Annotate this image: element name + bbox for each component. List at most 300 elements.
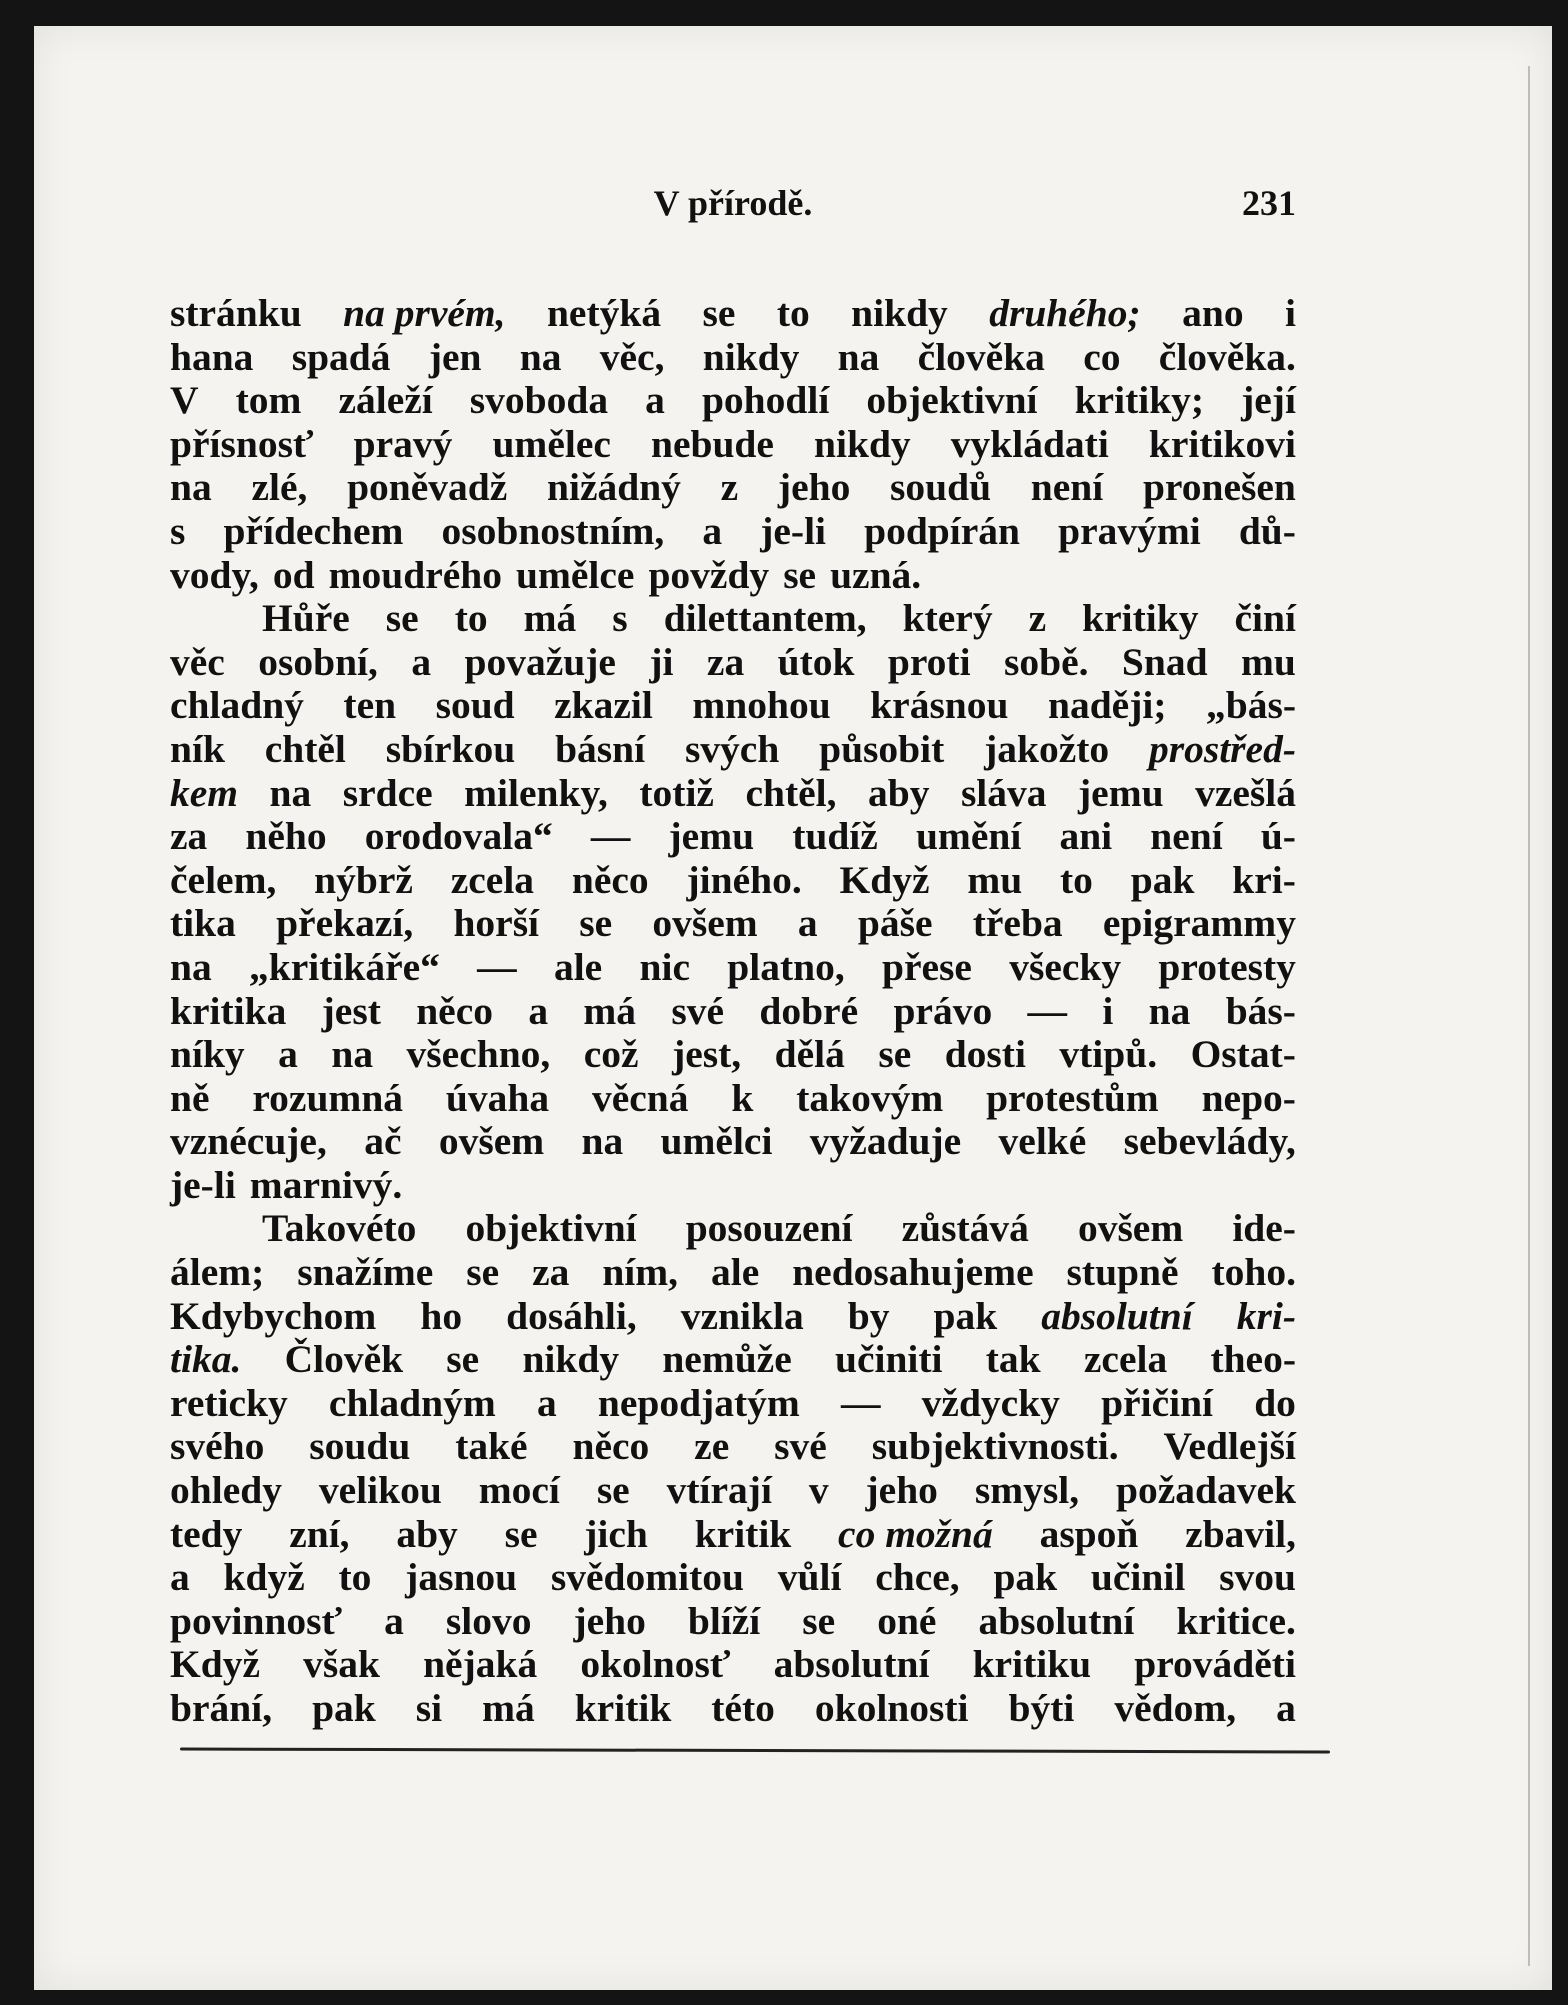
word: a bbox=[384, 1598, 404, 1643]
word: kem bbox=[170, 770, 239, 815]
word: — bbox=[1027, 988, 1068, 1033]
word: něco bbox=[572, 1424, 650, 1469]
text-line bbox=[170, 1643, 1296, 1687]
word: pravý bbox=[353, 421, 453, 466]
word: také bbox=[455, 1424, 528, 1469]
word: soudů bbox=[890, 465, 992, 510]
word: proti bbox=[887, 639, 971, 684]
word: úvaha bbox=[445, 1075, 550, 1120]
word: chce, bbox=[875, 1555, 960, 1600]
word: svou bbox=[1219, 1555, 1296, 1600]
word: absolutní bbox=[1041, 1293, 1193, 1338]
word: netýká bbox=[546, 291, 662, 335]
word: za bbox=[706, 639, 745, 684]
word: všechno, bbox=[406, 1032, 551, 1077]
word: dosáhli, bbox=[506, 1293, 637, 1338]
word: považuje bbox=[464, 639, 616, 684]
word: aby bbox=[396, 1511, 458, 1556]
word: umělci bbox=[660, 1119, 773, 1164]
word: má bbox=[523, 596, 577, 641]
text-line bbox=[170, 859, 1296, 903]
word: umělce bbox=[516, 552, 635, 597]
text-line bbox=[170, 641, 1296, 685]
word: se bbox=[783, 552, 817, 597]
word: pak bbox=[993, 1555, 1058, 1600]
word: totiž bbox=[639, 770, 714, 815]
word: Člověk bbox=[284, 1337, 404, 1382]
word: Vedlejší bbox=[1163, 1424, 1296, 1469]
word: ú- bbox=[1260, 814, 1296, 859]
word: pohodlí bbox=[701, 378, 830, 423]
text-line bbox=[170, 336, 1296, 380]
word: činí bbox=[1234, 596, 1296, 641]
word: Hůře bbox=[262, 596, 350, 641]
word: nikdy bbox=[702, 334, 800, 379]
word: osobnostním, bbox=[441, 508, 665, 553]
word: krásnou bbox=[870, 683, 1009, 728]
word: vůlí bbox=[777, 1555, 842, 1600]
word: ten bbox=[343, 683, 397, 728]
word: přídechem bbox=[223, 508, 404, 553]
text-line bbox=[170, 510, 1296, 554]
word: za bbox=[170, 814, 208, 859]
word: Když bbox=[170, 1642, 260, 1687]
word: subjektivnosti. bbox=[871, 1424, 1119, 1469]
word: zní, bbox=[289, 1511, 350, 1556]
word: a bbox=[278, 1032, 298, 1077]
word: své bbox=[774, 1424, 827, 1469]
word: jich bbox=[584, 1511, 648, 1556]
word: i bbox=[1285, 291, 1296, 335]
word: tudíž bbox=[792, 814, 878, 859]
word: okolnosť bbox=[580, 1642, 731, 1687]
word: slovo bbox=[445, 1598, 532, 1643]
word: přese bbox=[882, 944, 972, 989]
word: nedosahujeme bbox=[792, 1250, 1034, 1295]
word: jiného. bbox=[686, 857, 802, 902]
word: prostřed- bbox=[1148, 726, 1296, 771]
word: však bbox=[303, 1642, 380, 1687]
word: něco bbox=[571, 857, 649, 902]
word: za bbox=[532, 1250, 570, 1295]
word: absolutní bbox=[773, 1642, 930, 1687]
word: nýbrž bbox=[314, 857, 413, 902]
text-line bbox=[170, 1382, 1296, 1426]
word: od bbox=[272, 552, 315, 597]
text-line bbox=[170, 466, 1296, 510]
word: ník bbox=[170, 726, 225, 771]
word: Když bbox=[839, 857, 930, 902]
word: dělá bbox=[774, 1032, 845, 1077]
word: snažíme bbox=[297, 1250, 434, 1295]
word: na bbox=[1148, 988, 1191, 1033]
word: protesty bbox=[1158, 944, 1296, 989]
body-text bbox=[170, 292, 1296, 1731]
word: álem; bbox=[170, 1250, 265, 1295]
word: zbavil, bbox=[1185, 1511, 1296, 1556]
word: co možná bbox=[838, 1511, 993, 1556]
word: jest bbox=[321, 988, 381, 1033]
word: V bbox=[170, 378, 199, 423]
word: vědom, bbox=[1114, 1686, 1237, 1730]
word: vždycky bbox=[921, 1380, 1060, 1425]
word: nikdy bbox=[814, 421, 911, 466]
word: nikdy bbox=[522, 1337, 620, 1382]
word: básní bbox=[555, 726, 646, 771]
word: této bbox=[711, 1686, 775, 1730]
text-line bbox=[170, 1207, 1296, 1251]
word: a bbox=[797, 901, 818, 946]
word: býti bbox=[1008, 1686, 1075, 1730]
word: kritika bbox=[170, 988, 287, 1033]
word: nepo- bbox=[1201, 1075, 1296, 1120]
word: nepodjatým bbox=[597, 1380, 800, 1425]
word: níky bbox=[170, 1032, 245, 1077]
text-line bbox=[170, 990, 1296, 1034]
word: posouzení bbox=[685, 1206, 853, 1251]
text-line bbox=[170, 1469, 1296, 1513]
word: jeho bbox=[573, 1598, 646, 1643]
word: třeba bbox=[972, 901, 1063, 946]
word: mocí bbox=[478, 1468, 560, 1513]
word: jakožto bbox=[984, 726, 1110, 771]
word: se bbox=[579, 901, 613, 946]
word: spadá bbox=[291, 334, 391, 379]
word: kritik bbox=[574, 1686, 672, 1730]
word: jen bbox=[428, 334, 482, 379]
word: působit bbox=[819, 726, 945, 771]
word: ovšem bbox=[438, 1119, 545, 1164]
word: sláva bbox=[960, 770, 1047, 815]
word: na prvém, bbox=[343, 291, 506, 335]
word: její bbox=[1241, 378, 1296, 423]
word: vody, bbox=[170, 552, 259, 597]
word: marnivý. bbox=[249, 1162, 403, 1207]
word: čelem, bbox=[170, 857, 277, 902]
word: soud bbox=[435, 683, 515, 728]
word: na bbox=[170, 465, 212, 510]
word: Kdybychom bbox=[170, 1293, 377, 1338]
word: ním, bbox=[602, 1250, 679, 1295]
word: do bbox=[1254, 1380, 1296, 1425]
word: záleží bbox=[338, 378, 433, 423]
word: nějaká bbox=[423, 1642, 538, 1687]
word: chladným bbox=[328, 1380, 496, 1425]
word: vznécuje, bbox=[170, 1119, 327, 1164]
word: svých bbox=[684, 726, 780, 771]
word: pak bbox=[933, 1293, 998, 1338]
text-line bbox=[170, 554, 1296, 598]
word: se bbox=[466, 1250, 500, 1295]
word: požadavek bbox=[1116, 1468, 1296, 1513]
word: svědomitou bbox=[550, 1555, 745, 1600]
word: ale bbox=[553, 944, 603, 989]
text-line bbox=[170, 597, 1296, 641]
word: na bbox=[581, 1119, 624, 1164]
word: pak bbox=[312, 1686, 376, 1730]
word: v bbox=[808, 1468, 829, 1513]
word: má bbox=[482, 1686, 535, 1730]
word: tika. bbox=[170, 1337, 242, 1382]
word: by bbox=[847, 1293, 890, 1338]
word: učinil bbox=[1090, 1555, 1186, 1600]
word: z bbox=[720, 465, 739, 510]
word: s bbox=[612, 596, 628, 641]
word: epigrammy bbox=[1102, 901, 1296, 946]
word: překazí, bbox=[276, 901, 414, 946]
word: objektivní bbox=[866, 378, 1038, 423]
word: se bbox=[702, 291, 736, 335]
text-line bbox=[170, 772, 1296, 816]
word: zkazil bbox=[554, 683, 653, 728]
word: ovšem bbox=[1077, 1206, 1184, 1251]
word: reticky bbox=[170, 1380, 288, 1425]
word: Snad bbox=[1121, 639, 1208, 684]
word: kritikovi bbox=[1148, 421, 1296, 466]
running-title: V přírodě. bbox=[653, 183, 813, 223]
word: člověka. bbox=[1158, 334, 1296, 379]
word: když bbox=[223, 1555, 305, 1600]
word: jemu bbox=[1078, 770, 1164, 815]
word: páše bbox=[857, 901, 933, 946]
word: něho bbox=[245, 814, 327, 859]
word: kritik bbox=[694, 1511, 792, 1556]
word: to bbox=[776, 291, 810, 335]
word: mu bbox=[967, 857, 1023, 902]
word: ani bbox=[1059, 814, 1113, 859]
word: a bbox=[1276, 1686, 1296, 1730]
word: nebude bbox=[651, 421, 774, 466]
word: své bbox=[671, 988, 725, 1033]
word: protestům bbox=[986, 1075, 1159, 1120]
text-line bbox=[170, 1295, 1296, 1339]
word: věcná bbox=[591, 1075, 689, 1120]
word: povždy bbox=[648, 552, 770, 597]
word: který bbox=[902, 596, 993, 641]
word: tika bbox=[170, 901, 236, 946]
word: mnohou bbox=[692, 683, 831, 728]
word: si bbox=[415, 1686, 443, 1730]
word: vzešlá bbox=[1195, 770, 1296, 815]
word: uzná. bbox=[830, 552, 922, 597]
text-line bbox=[170, 902, 1296, 946]
word: umění bbox=[915, 814, 1022, 859]
word: aby bbox=[867, 770, 930, 815]
word: na bbox=[331, 1032, 374, 1077]
word: kri- bbox=[1236, 1293, 1296, 1338]
word: a bbox=[528, 988, 549, 1033]
word: prováděti bbox=[1134, 1642, 1296, 1687]
word: takovým bbox=[796, 1075, 944, 1120]
word: jest, bbox=[672, 1032, 742, 1077]
word: ohledy bbox=[170, 1468, 282, 1513]
word: objektivní bbox=[465, 1206, 637, 1251]
text-line bbox=[170, 1425, 1296, 1469]
word: ji bbox=[649, 639, 674, 684]
word: věc, bbox=[599, 334, 665, 379]
word: ano bbox=[1182, 291, 1244, 335]
word: se bbox=[802, 1598, 836, 1643]
word: něco bbox=[416, 988, 493, 1033]
word: milenky, bbox=[464, 770, 608, 815]
word: člověka bbox=[917, 334, 1045, 379]
word: jeho bbox=[865, 1468, 938, 1513]
word: a bbox=[702, 508, 723, 553]
word: k bbox=[731, 1075, 754, 1120]
word: útok bbox=[777, 639, 855, 684]
word: zcela bbox=[1083, 1337, 1168, 1382]
word: absolutní bbox=[978, 1598, 1135, 1643]
page-edge-shadow bbox=[1528, 66, 1530, 1966]
word: stránku bbox=[170, 291, 302, 335]
word: blíží bbox=[687, 1598, 761, 1643]
word: vznikla bbox=[680, 1293, 804, 1338]
word: jemu bbox=[668, 814, 755, 859]
word: vtírají bbox=[666, 1468, 772, 1513]
text-line bbox=[170, 1600, 1296, 1644]
word: kri- bbox=[1232, 857, 1296, 902]
text-line bbox=[170, 1513, 1296, 1557]
word: tedy bbox=[170, 1511, 243, 1556]
word: kritiky; bbox=[1074, 378, 1205, 423]
word: což bbox=[583, 1032, 639, 1077]
word: zůstává bbox=[901, 1206, 1029, 1251]
word: s bbox=[170, 508, 186, 553]
word: zlé, bbox=[251, 465, 308, 510]
word: učiniti bbox=[834, 1337, 943, 1382]
word: jeho bbox=[777, 465, 851, 510]
text-line bbox=[170, 1120, 1296, 1164]
word: ale bbox=[711, 1250, 760, 1295]
word: toho. bbox=[1211, 1250, 1296, 1295]
text-line bbox=[170, 1687, 1296, 1731]
word: svoboda bbox=[469, 378, 609, 423]
word: velikou bbox=[318, 1468, 442, 1513]
text-line bbox=[170, 815, 1296, 859]
word: a bbox=[536, 1380, 557, 1425]
word: a bbox=[170, 1555, 190, 1600]
text-line bbox=[170, 379, 1296, 423]
word: velké bbox=[998, 1119, 1087, 1164]
word: druhého; bbox=[989, 291, 1141, 335]
word: kritice. bbox=[1176, 1598, 1296, 1643]
word: na bbox=[269, 770, 312, 815]
word: pravými bbox=[1058, 508, 1201, 553]
word: dů- bbox=[1238, 508, 1296, 553]
word: není bbox=[1150, 814, 1223, 859]
word: kritiky bbox=[1082, 596, 1199, 641]
word: podpírán bbox=[864, 508, 1021, 553]
text-line bbox=[170, 1251, 1296, 1295]
word: chtěl, bbox=[745, 770, 837, 815]
word: na bbox=[837, 334, 880, 379]
word: zcela bbox=[450, 857, 535, 902]
word: ovšem bbox=[652, 901, 758, 946]
word: z bbox=[1028, 596, 1047, 641]
word: orodovala“ bbox=[364, 814, 553, 859]
text-line bbox=[170, 292, 1296, 336]
word: nic bbox=[639, 944, 690, 989]
word: smysl, bbox=[974, 1468, 1080, 1513]
word: soudu bbox=[309, 1424, 411, 1469]
word: přičiní bbox=[1101, 1380, 1214, 1425]
word: horší bbox=[453, 901, 540, 946]
word: to bbox=[454, 596, 488, 641]
word: nemůže bbox=[662, 1337, 792, 1382]
word: dilettantem, bbox=[663, 596, 867, 641]
word: a bbox=[411, 639, 432, 684]
word: poněvadž bbox=[347, 465, 508, 510]
page-number: 231 bbox=[1242, 183, 1296, 223]
word: vtipů. bbox=[1059, 1032, 1158, 1077]
word: chladný bbox=[170, 683, 304, 728]
text-line bbox=[170, 1033, 1296, 1077]
word: se bbox=[878, 1032, 912, 1077]
word: co bbox=[1083, 334, 1121, 379]
word: přísnosť bbox=[170, 421, 314, 466]
word: srdce bbox=[342, 770, 433, 815]
word: na bbox=[519, 334, 562, 379]
word: theo- bbox=[1210, 1337, 1296, 1382]
word: aspoň bbox=[1039, 1511, 1139, 1556]
word: bás- bbox=[1225, 988, 1296, 1033]
word: brání, bbox=[170, 1686, 273, 1730]
word: chtěl bbox=[264, 726, 346, 771]
word: sbírkou bbox=[385, 726, 516, 771]
word: platno, bbox=[727, 944, 845, 989]
running-head bbox=[170, 182, 1296, 232]
word: rozumná bbox=[252, 1075, 404, 1120]
word: je-li bbox=[760, 508, 827, 553]
word: naději; bbox=[1048, 683, 1167, 728]
word: „kritikáře“ bbox=[249, 944, 440, 989]
word: hana bbox=[170, 334, 254, 379]
word: i bbox=[1102, 988, 1114, 1033]
word: — bbox=[477, 944, 517, 989]
word: se bbox=[504, 1511, 538, 1556]
word: není bbox=[1030, 465, 1104, 510]
text-line bbox=[170, 684, 1296, 728]
word: vyžaduje bbox=[809, 1119, 962, 1164]
word: se bbox=[385, 596, 419, 641]
word: ně bbox=[170, 1075, 210, 1120]
word: okolnosti bbox=[814, 1686, 969, 1730]
text-line bbox=[170, 1077, 1296, 1121]
word: právo bbox=[893, 988, 993, 1033]
word: „bás- bbox=[1206, 683, 1296, 728]
text-line bbox=[170, 1556, 1296, 1600]
word: pronešen bbox=[1142, 465, 1296, 510]
word: věc bbox=[170, 639, 225, 684]
word: nižádný bbox=[547, 465, 681, 510]
text-line bbox=[170, 1164, 1296, 1208]
text-line bbox=[170, 423, 1296, 467]
word: — bbox=[840, 1380, 881, 1425]
word: ze bbox=[694, 1424, 730, 1469]
word: má bbox=[583, 988, 637, 1033]
word: stupně bbox=[1066, 1250, 1179, 1295]
word: pak bbox=[1130, 857, 1195, 902]
word: se bbox=[596, 1468, 630, 1513]
text-line bbox=[170, 1338, 1296, 1382]
text-line bbox=[170, 728, 1296, 772]
word: dosti bbox=[944, 1032, 1026, 1077]
word: sebevlády, bbox=[1123, 1119, 1296, 1164]
word: Ostat- bbox=[1190, 1032, 1296, 1077]
word: osobní, bbox=[258, 639, 378, 684]
word: to bbox=[1060, 857, 1093, 902]
word: a bbox=[645, 378, 665, 423]
